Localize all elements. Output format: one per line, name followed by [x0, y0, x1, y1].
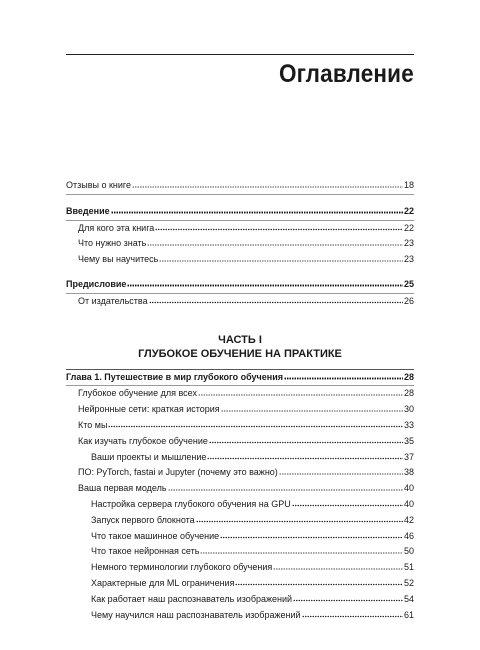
toc-entry[interactable] — [66, 576, 414, 592]
toc-entry[interactable] — [66, 221, 414, 237]
toc-entry[interactable] — [66, 386, 414, 402]
dot-leader — [200, 548, 403, 554]
dot-leader — [207, 454, 403, 460]
toc-entry-page: 33 — [403, 419, 414, 430]
toc-entry-title: Глубокое обучение для всех — [78, 388, 197, 399]
toc-entry-page: 23 — [403, 238, 414, 249]
dot-leader — [302, 612, 403, 618]
toc-entry-title: Что такое нейронная сеть — [91, 546, 200, 557]
toc-entry[interactable] — [66, 497, 414, 513]
toc-entry[interactable] — [66, 592, 414, 608]
toc-entry-page: 26 — [403, 295, 414, 306]
dot-leader — [168, 485, 403, 491]
dot-leader — [108, 422, 403, 428]
toc-entry[interactable] — [66, 370, 414, 386]
toc-entry-page: 42 — [403, 514, 414, 525]
toc-entry-page: 28 — [403, 371, 414, 382]
toc-entry-title: Что нужно знать — [78, 238, 147, 249]
table-of-contents — [66, 178, 414, 623]
dot-leader — [235, 580, 403, 586]
toc-entry-page: 40 — [403, 483, 414, 494]
spacer — [66, 195, 414, 204]
toc-entry-page: 22 — [403, 205, 414, 216]
toc-entry[interactable] — [66, 560, 414, 576]
toc-entry-page: 25 — [403, 278, 414, 289]
toc-entry[interactable] — [66, 450, 414, 466]
part-heading — [66, 333, 414, 361]
toc-entry-title: Нейронные сети: краткая история — [78, 404, 220, 415]
toc-entry-page: 18 — [403, 180, 414, 190]
toc-entry-title: Запуск первого блокнота — [91, 514, 195, 525]
dot-leader — [293, 596, 403, 602]
toc-entry-title: Ваши проекты и мышление — [91, 451, 207, 462]
toc-entry[interactable] — [66, 178, 414, 194]
dot-leader — [196, 517, 403, 523]
toc-entry-page: 51 — [403, 562, 414, 573]
dot-leader — [149, 298, 403, 304]
dot-leader — [273, 564, 403, 570]
toc-entry[interactable] — [66, 418, 414, 434]
toc-entry[interactable] — [66, 513, 414, 529]
toc-entry-page: 22 — [403, 222, 414, 233]
toc-entry-title: От издательства — [78, 295, 148, 306]
toc-entry-page: 35 — [403, 435, 414, 446]
toc-entry-title: Чему научился наш распознаватель изображений — [91, 609, 301, 620]
toc-entry-page: 28 — [403, 388, 414, 399]
toc-entry-title: Предисловие — [66, 278, 127, 289]
toc-entry[interactable] — [66, 204, 414, 220]
toc-entry-title: Отзывы о книге — [66, 180, 131, 190]
toc-entry[interactable] — [66, 252, 414, 268]
toc-entry-page: 30 — [403, 404, 414, 415]
toc-entry-page: 52 — [403, 577, 414, 588]
toc-entry-page: 50 — [403, 546, 414, 557]
toc-entry[interactable] — [66, 236, 414, 252]
toc-entry-title: Что такое машинное обучение — [91, 530, 220, 541]
dot-leader — [111, 208, 403, 214]
toc-entry-page: 61 — [403, 609, 414, 620]
toc-entry-page: 37 — [403, 451, 414, 462]
part-title: ГЛУБОКОЕ ОБУЧЕНИЕ НА ПРАКТИКЕ — [138, 347, 342, 360]
toc-entry[interactable] — [66, 277, 414, 293]
dot-leader — [292, 501, 403, 507]
toc-entry-title: Введение — [66, 205, 110, 216]
toc-entry-title: Для кого эта книга — [78, 222, 155, 233]
toc-entry-title: Характерные для ML ограничения — [91, 577, 235, 588]
dot-leader — [221, 406, 403, 412]
toc-entry-page: 46 — [403, 530, 414, 541]
toc-entry-title: Ваша первая модель — [78, 483, 167, 494]
spacer — [66, 268, 414, 277]
dot-leader — [147, 240, 403, 246]
dot-leader — [159, 256, 403, 262]
dot-leader — [209, 438, 403, 444]
toc-entry-page: 23 — [403, 254, 414, 265]
toc-entry[interactable] — [66, 402, 414, 418]
toc-entry-title: Немного терминологии глубокого обучения — [91, 562, 273, 573]
toc-entry[interactable] — [66, 544, 414, 560]
toc-entry[interactable] — [66, 608, 414, 624]
toc-entry-title: Чему вы научитесь — [78, 254, 159, 265]
toc-entry-page: 38 — [403, 467, 414, 478]
toc-entry[interactable] — [66, 529, 414, 545]
dot-leader — [284, 374, 403, 380]
toc-entry-title: Кто мы — [78, 419, 108, 430]
toc-entry-title: Как изучать глубокое обучение — [78, 435, 208, 446]
toc-entry[interactable] — [66, 294, 414, 310]
dot-leader — [220, 533, 403, 539]
dot-leader — [279, 469, 403, 475]
top-rule — [66, 54, 414, 55]
toc-entry-title: Настройка сервера глубокого обучения на GPU — [91, 498, 291, 509]
dot-leader — [198, 390, 403, 396]
toc-entry-page: 54 — [403, 593, 414, 604]
dot-leader — [132, 182, 403, 188]
toc-entry-title: ПО: PyTorch, fastai и Jupyter (почему это важно) — [78, 467, 278, 478]
dot-leader — [127, 281, 403, 287]
part-number: ЧАСТЬ I — [218, 333, 262, 346]
toc-entry-title: Глава 1. Путешествие в мир глубокого обучения — [66, 371, 283, 382]
toc-entry-title: Как работает наш распознаватель изображений — [91, 593, 293, 604]
page-title: Оглавление — [279, 60, 414, 88]
toc-entry-page: 40 — [403, 498, 414, 509]
toc-entry[interactable] — [66, 434, 414, 450]
toc-entry[interactable] — [66, 465, 414, 481]
dot-leader — [155, 225, 403, 231]
spacer — [66, 310, 414, 319]
toc-entry[interactable] — [66, 481, 414, 497]
